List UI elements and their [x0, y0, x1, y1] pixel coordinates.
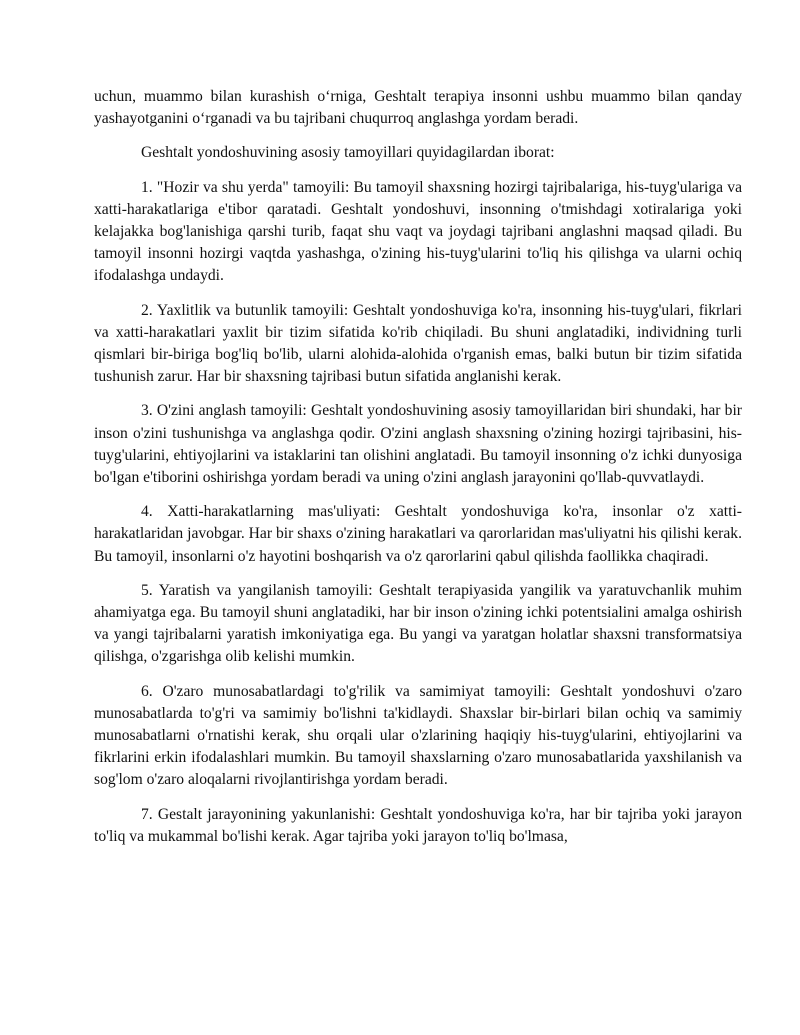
paragraph-principle-2: 2. Yaxlitlik va butunlik tamoyili: Geshtalt yondoshuviga ko'ra, insonning his-tuyg'ulari, fikrlari va xatti-harakatlari yaxlit bir tizim sifatida ko'rib chiqiladi. Bu shuni anglatadiki, individning turli qismlari bir-biriga bog'liq bo'lib, ularni alohida-alohida o'rganish emas, balki butun bir tizim sifatida tushunish zarur. Har bir shaxsning tajribasi butun sifatida anglanishi kerak.	[94, 301, 742, 386]
paragraph-intro: Geshtalt yondoshuvining asosiy tamoyillari quyidagilardan iborat:	[141, 144, 555, 162]
paragraph-principle-6: 6. O'zaro munosabatlardagi to'g'rilik va samimiyat tamoyili: Geshtalt yondoshuvi o'zaro munosabatlarda to'g'ri va samimiy bo'lishni ta'kidlaydi. Shaxslar bir-birlari bilan ochiq va samimiy munosabatlarni o'rnatishi kerak, shu orqali ular o'zlarining haqiqiy his-tuyg'ularini, ehtiyojlarini va fikrlarini erkin ifodalashlari mumkin. Bu tamoyil shaxslarning o'zaro munosabatlarida yaxshilanish va sog'lom o'zaro aloqalarni rivojlantirishga yordam beradi.	[94, 682, 742, 789]
paragraph-principle-4: 4. Xatti-harakatlarning mas'uliyati: Geshtalt yondoshuviga ko'ra, insonlar o'z xatti-harakatlaridan javobgar. Har bir shaxs o'zining harakatlari va qarorlaridan mas'uliyatni his qilishi kerak. Bu tamoyil, insonlarni o'z hayotini boshqarish va o'z qarorlarini qabul qilishda faollikka chaqiradi.	[94, 503, 742, 565]
paragraph-principle-3: 3. O'zini anglash tamoyili: Geshtalt yondoshuvining asosiy tamoyillaridan biri shundaki, har bir inson o'zini tushunishga va anglashga qodir. O'zini anglash shaxsning o'zining hozirgi tajribasini, his-tuyg'ularini, ehtiyojlarini va istaklarini tan olishini anglatadi. Bu tamoyil insonning o'z ichki dunyosiga bo'lgan e'tiborini oshirishga yordam beradi va uning o'zini anglash jarayonini qo'llab-quvvatlaydi.	[94, 402, 742, 487]
paragraph-principle-1: 1. "Hozir va shu yerda" tamoyili: Bu tamoyil shaxsning hozirgi tajribalariga, his-tuyg'ulariga va xatti-harakatlariga e'tibor qaratadi. Geshtalt yondoshuvi, insonning o'tmishdagi xotiralariga yoki kelajakka bog'lanishiga qarshi turib, faqat shu vaqt va joydagi tajribani anglashni maqsad qiladi. Bu tamoyil insonni hozirgi vaqtda yashashga, o'zining his-tuyg'ularini to'liq his qilishga va ularni ochiq ifodalashga undaydi.	[94, 178, 742, 285]
paragraph-principle-5: 5. Yaratish va yangilanish tamoyili: Geshtalt terapiyasida yangilik va yaratuvchanlik muhim ahamiyatga ega. Bu tamoyil shuni anglatadiki, har bir inson o'zining ichki potentsialini amalga oshirish va yangi tajribalarni yaratish imkoniyatiga ega. Bu yangi va yaratgan holatlar shaxsni transformatsiya qilishga, o'zgarishga olib kelishi mumkin.	[94, 581, 742, 666]
paragraph-continuation: uchun, muammo bilan kurashish o‘rniga, Geshtalt terapiya insonni ushbu muammo bilan qanday yashayotganini o‘rganadi va bu tajribani chuqurroq anglashga yordam beradi.	[94, 88, 742, 128]
document-body	[94, 86, 742, 860]
paragraph-principle-7: 7. Gestalt jarayonining yakunlanishi: Geshtalt yondoshuviga ko'ra, har bir tajriba yoki jarayon to'liq va mukammal bo'lishi kerak. Agar tajriba yoki jarayon to'liq bo'lmasa,	[94, 805, 742, 845]
